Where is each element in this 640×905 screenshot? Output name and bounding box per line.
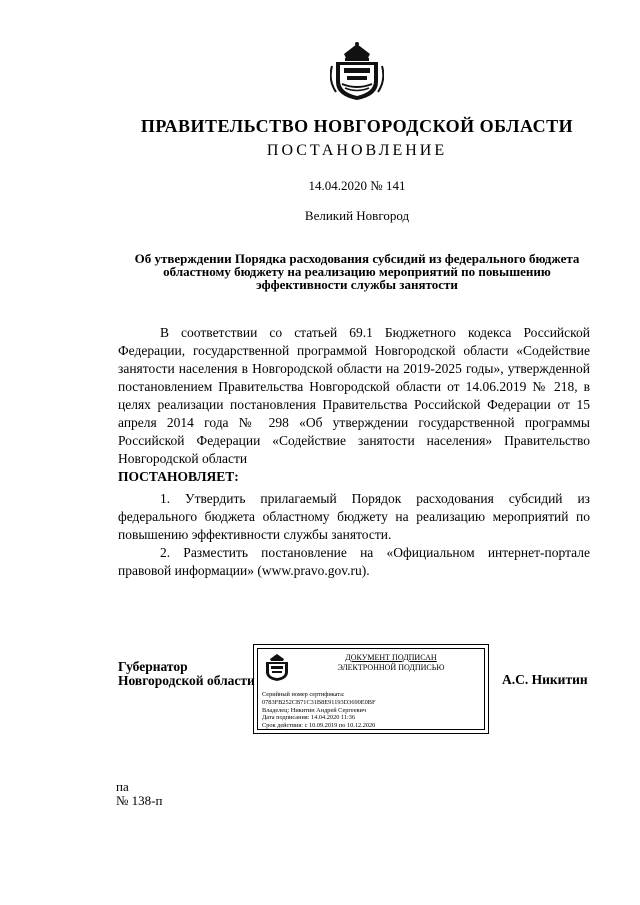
document-city: Великий Новгород <box>304 208 410 223</box>
signatory-title-line-1: Губернатор <box>118 659 188 674</box>
stamp-heading-line-2: ЭЛЕКТРОННОЙ ПОДПИСЬЮ <box>337 663 445 672</box>
stamp-validity: Срок действия: с 10.09.2019 по 10.12.2020 <box>262 722 376 730</box>
executor-initials: па <box>116 779 129 794</box>
registration-code: № 138-п <box>116 793 163 808</box>
stamp-details <box>262 691 487 730</box>
document-footer <box>116 780 162 808</box>
signatory-name: А.С. Никитин <box>502 672 588 687</box>
signatory-title <box>118 660 255 688</box>
signatory-title-line-2: Новгородской области <box>118 673 255 688</box>
stamp-cert-number: 0783FB252CB71C31B8E91193D3690E0BF <box>262 698 376 706</box>
stamp-owner: Владелец: Никитин Андрей Сергеевич <box>262 706 367 714</box>
stamp-heading <box>296 653 486 673</box>
decree-item-1: 1. Утвердить прилагаемый Порядок расходования субсидий из федерального бюджета областному бюджету на реализацию мероприятий по повышению эффективности службы занятости. <box>118 491 590 542</box>
preamble-paragraph: В соответствии со статьей 69.1 Бюджетного кодекса Российской Федерации, государственной программой Новгородской области «Содействие занятости населения в Новгородской области на 2019-2025 годы», утвержденной постановлением Правительства Новгородской области от 14.06.2019 № 218, в целях реализации постановления Правительства Российской Федерации от 15 апреля 2014 года № 298 «Об утверждении государственной программы Российской Федерации «Содействие занятости населения» Правительство Новгородской области <box>118 325 590 466</box>
electronic-signature-stamp <box>253 644 489 734</box>
decree-item-2: 2. Разместить постановление на «Официальном интернет-портале правовой информации» (www.pravo.gov.ru). <box>118 545 590 578</box>
government-title: ПРАВИТЕЛЬСТВО НОВГОРОДСКОЙ ОБЛАСТИ <box>140 116 574 136</box>
document-subject: Об утверждении Порядка расходования субсидий из федерального бюджета областному бюджету на реализацию мероприятий по повышению эффективности службы занятости <box>134 251 580 292</box>
stamp-inner-frame <box>257 648 485 730</box>
stamp-emblem-icon <box>262 652 292 682</box>
document-body <box>118 324 590 580</box>
document-date-number: 14.04.2020 № 141 <box>308 178 406 193</box>
stamp-sign-date: Дата подписания: 14.04.2020 11:36 <box>262 714 356 722</box>
decree-word: ПОСТАНОВЛЯЕТ: <box>118 469 239 484</box>
coat-of-arms-emblem <box>330 40 384 102</box>
document-type: ПОСТАНОВЛЕНИЕ <box>266 142 448 159</box>
stamp-heading-line-1: ДОКУМЕНТ ПОДПИСАН <box>345 653 437 662</box>
stamp-cert-label: Серийный номер сертификата: <box>262 691 345 698</box>
